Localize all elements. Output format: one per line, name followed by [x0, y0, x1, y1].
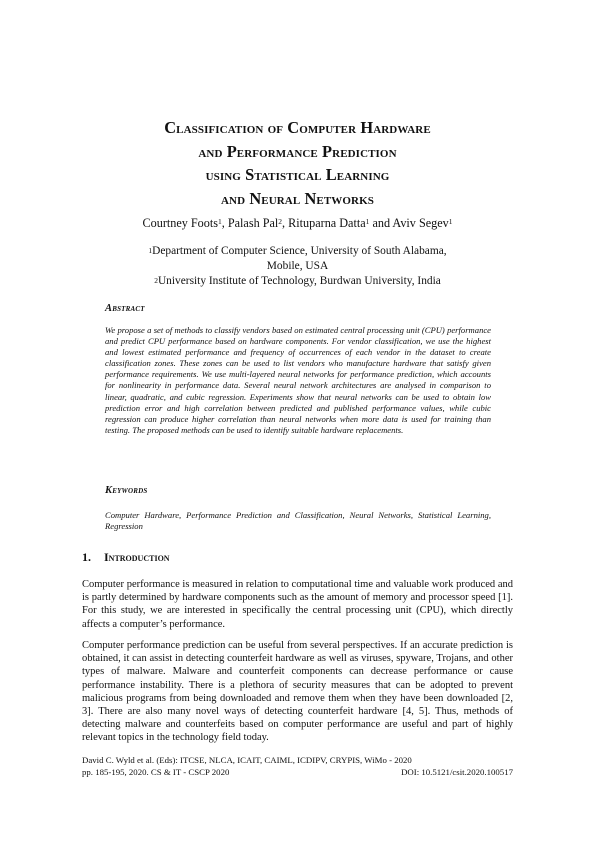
author-name: Courtney Foots	[142, 216, 218, 230]
author-separator: ,	[221, 216, 228, 230]
affiliations	[60, 244, 535, 289]
footer-pages: pp. 185-195, 2020. CS & IT - CSCP 2020	[82, 767, 230, 777]
footer-citation	[82, 767, 513, 779]
section-title: Introduction	[104, 550, 170, 564]
section-number: 1.	[82, 550, 91, 564]
author-separator: and	[369, 216, 393, 230]
affiliation-line	[60, 274, 535, 289]
abstract-heading: Abstract	[105, 303, 145, 314]
affiliation-mark: 1	[148, 246, 153, 255]
author-affiliation-mark: 1	[218, 217, 222, 226]
affiliation-text: University Institute of Technology, Burdwan University, India	[157, 275, 441, 287]
abstract-text: We propose a set of methods to classify vendors based on estimated central processing unit (CPU) performance and predict CPU performance based on hardware components. For vendor classification, we use the highest and lowest estimated performance and frequency of occurrences of each vendor in the dataset to create classification zones. These zones can be used to list vendors who manufacture hardware that satisfy given performance requirements. We use multi-layered neural networks for performance prediction, which accounts for nonlinearity in performance data. Several neural network architectures are analysed in comparison to linear, quadratic, and cubic regression. Experiments show that neural networks can be used to obtain low prediction error and high correlation between predicted and published performance values, while cubic regression can produce higher correlation than neural networks when more data is used for training than testing. The proposed methods can be used to identify suitable hardware replacements.	[105, 325, 491, 435]
affiliation-text: Department of Computer Science, University of South Alabama,	[152, 245, 447, 257]
title-line: and Performance Prediction	[198, 141, 397, 161]
body-paragraph: Computer performance is measured in relation to computational time and valuable work produced and is partly determined by hardware components such as the amount of memory and processor speed [1]. For this study, we are interested in specifically the central processing unit (CPU), which directly affects a computer’s performance.	[82, 579, 513, 630]
author-affiliation-mark: 1	[365, 217, 370, 226]
keywords-heading: Keywords	[105, 485, 148, 496]
introduction-heading	[82, 550, 170, 565]
body-paragraph: Computer performance prediction can be useful from several perspectives. If an accurate prediction is obtained, it can assist in detecting counterfeit hardware as well as viruses, spyware, Trojans, and other types of malware. Malware and counterfeit components can decrease performance or cause performance instability. There is a plethora of security measures that can be adopted to prevent malicious programs from being downloaded and remove them when they have been downloaded [2, 3]. There are also many novel ways of detecting counterfeit hardware [4, 5]. Thus, methods of detecting malware and counterfeits based on computer performance are useful and part of highly relevant topics in the technology field today.	[82, 640, 513, 744]
author-name: Aviv Segev	[392, 216, 449, 230]
keywords-text: Computer Hardware, Performance Prediction and Classification, Neural Networks, Statistical Learning, Regression	[105, 510, 491, 532]
title-line: Classification of Computer Hardware	[164, 118, 431, 137]
author-affiliation-mark: 1	[448, 217, 453, 226]
title-line: and Neural Networks	[221, 188, 374, 208]
affiliation-line	[60, 244, 535, 259]
author-name: Rituparna Datta	[288, 216, 366, 230]
author-name: Palash Pal	[227, 216, 279, 230]
title-line: using Statistical Learning	[205, 165, 390, 184]
affiliation-mark: 2	[154, 276, 158, 285]
paper-title	[60, 116, 535, 210]
author-list	[60, 215, 535, 231]
footer-doi: DOI: 10.5121/csit.2020.100517	[401, 767, 513, 777]
footer-proceedings: David C. Wyld et al. (Eds): ITCSE, NLCA, ICAIT, CAIML, ICDIPV, CRYPIS, WiMo - 2020	[82, 755, 412, 765]
author-affiliation-mark: 2	[278, 217, 283, 226]
author-separator: ,	[282, 216, 289, 230]
affiliation-line: Mobile, USA	[266, 260, 329, 272]
